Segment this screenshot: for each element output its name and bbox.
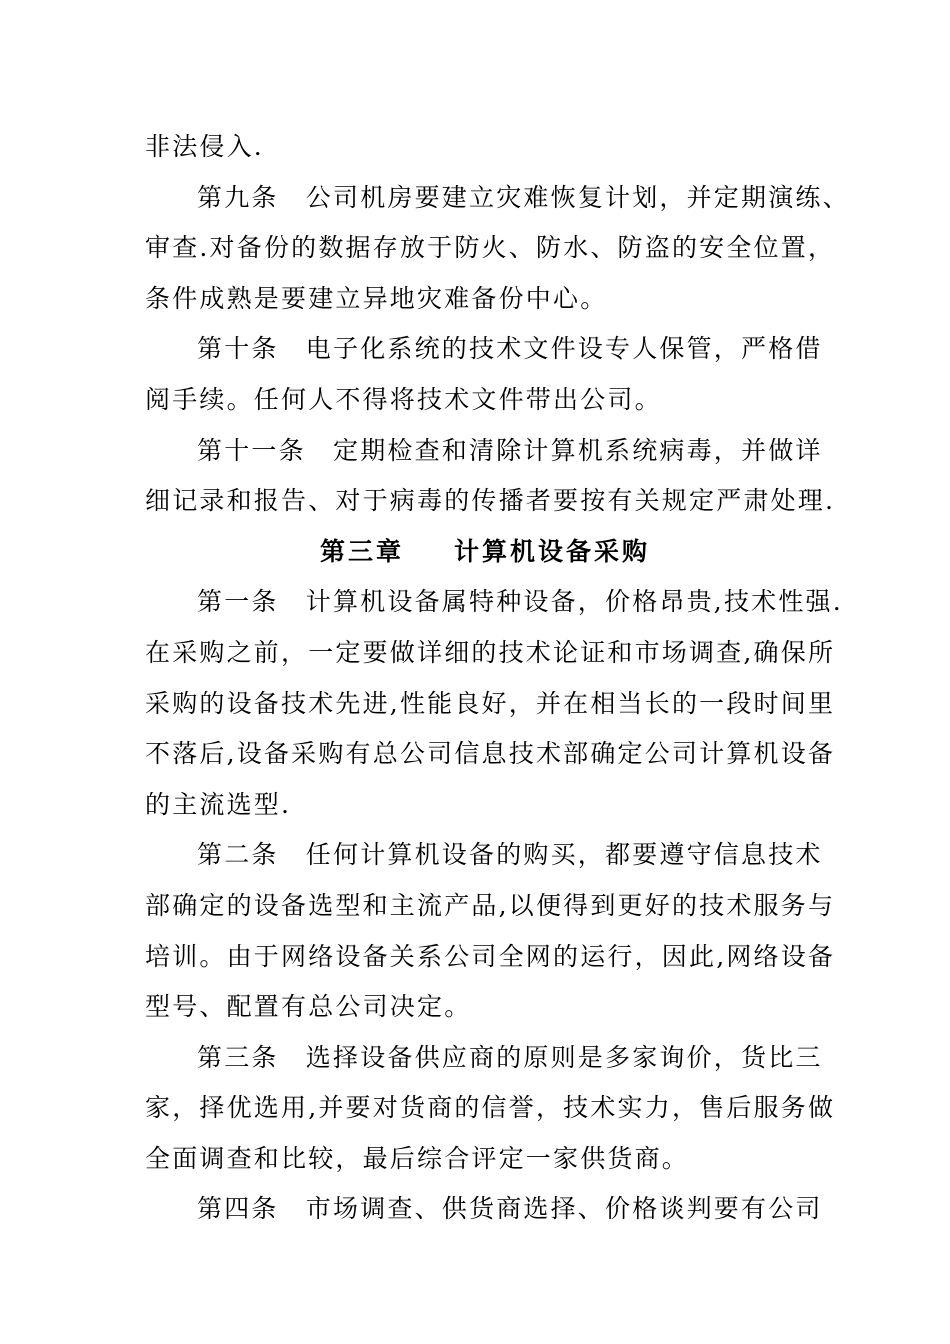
- article-3-line: 第三条 选择设备供应商的原则是多家询价，货比三: [197, 1042, 823, 1072]
- paragraph-line: 的主流选型.: [145, 789, 292, 819]
- paragraph-line: 条件成熟是要建立异地灾难备份中心。: [145, 283, 608, 313]
- document-body: [145, 128, 850, 1241]
- paragraph-line: 家，择优选用,并要对货商的信誉，技术实力，售后服务做: [145, 1093, 836, 1123]
- paragraph-line: 审查.对备份的数据存放于防火、防水、防盗的安全位置，: [145, 233, 836, 263]
- article-4-line: 第四条 市场调查、供货商选择、价格谈判要有公司: [197, 1194, 823, 1224]
- article-2-line: 第二条 任何计算机设备的购买，都要遵守信息技术: [197, 840, 823, 870]
- article-9-line: 第九条 公司机房要建立灾难恢复计划，并定期演练、: [197, 182, 850, 212]
- chapter-number: 第三章: [319, 536, 404, 566]
- article-10-line: 第十条 电子化系统的技术文件设专人保管，严格借: [197, 334, 823, 364]
- paragraph-line: 采购的设备技术先进,性能良好，并在相当长的一段时间里: [145, 688, 836, 718]
- chapter-title: 计算机设备采购: [454, 536, 651, 566]
- paragraph-line: 全面调查和比较，最后综合评定一家供货商。: [145, 1143, 690, 1173]
- paragraph-line: 非法侵入.: [145, 132, 264, 161]
- paragraph-line: 阅手续。任何人不得将技术文件带出公司。: [145, 384, 662, 414]
- paragraph-line: 型号、配置有总公司决定。: [145, 992, 472, 1022]
- paragraph-line: 在采购之前，一定要做详细的技术论证和市场调查,确保所: [145, 637, 836, 667]
- paragraph-line: 部确定的设备选型和主流产品,以便得到更好的技术服务与: [145, 890, 836, 920]
- paragraph-line: 培训。由于网络设备关系公司全网的运行，因此,网络设备: [145, 941, 836, 971]
- chapter-heading: [145, 533, 815, 584]
- article-1-line: 第一条 计算机设备属特种设备，价格昂贵,技术性强.: [197, 587, 843, 617]
- paragraph-line: 细记录和报告、对于病毒的传播者要按有关规定严肃处理.: [145, 486, 836, 516]
- paragraph-line: 不落后,设备采购有总公司信息技术部确定公司计算机设备: [145, 739, 836, 769]
- article-11-line: 第十一条 定期检查和清除计算机系统病毒，并做详: [197, 435, 823, 465]
